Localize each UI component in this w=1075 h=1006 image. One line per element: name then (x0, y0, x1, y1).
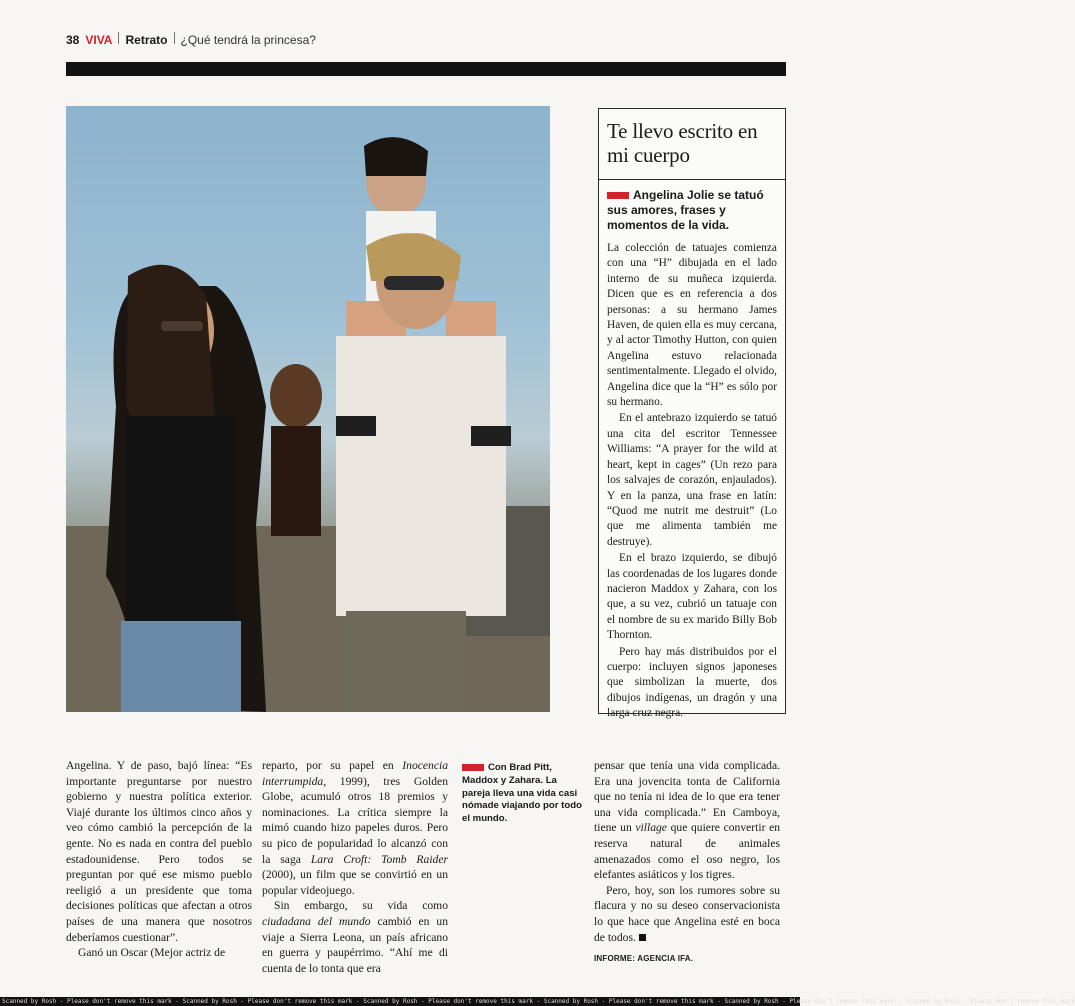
sidebar-lead (607, 188, 777, 233)
article-credit: INFORME: AGENCIA IFA. (594, 954, 694, 964)
page-header (66, 32, 316, 52)
sidebar-title: Te llevo escrito en mi cuerpo (607, 119, 758, 167)
article-column-1 (66, 758, 252, 961)
scan-watermark: Scanned by Rosh - Please don't remove this mark - Scanned by Rosh - Please don't remove this mark - Scanned by Rosh - Please don't remove this mark - Scanned by Rosh - Please don't remove this mark - Scanned by Rosh - Please don't remove this mark - Scanned by Rosh - Please don't remove this mark (2, 998, 1075, 1005)
article-kind: Retrato (125, 33, 168, 47)
emphasis-text: village (635, 821, 667, 835)
end-mark-icon (639, 934, 646, 941)
article-paragraph: Sin embargo, su vida como ciudadana del mundo cambió en un viaje a Sierra Leona, un país africano en guerra y paupérrimo. “Ahí me di cuenta de lo tonta que era (262, 899, 449, 975)
article-column-4 (594, 758, 780, 967)
sidebar-paragraph: Pero hay más distribuidos por el cuerpo: incluyen signos japoneses que simbolizan la muerte, dos dibujos indígenas, un dragón y una larga cruz negra. (607, 645, 777, 720)
sidebar-paragraph: En el brazo izquierdo, se dibujó las coordenadas de los lugares donde nacieron Maddox y Zahara, con los que, a su vez, cubrió un tatuaje con el nombre de su ex marido Billy Bob Thornton. (607, 552, 777, 642)
page-number: 38 (66, 33, 80, 47)
photo-illustration (66, 106, 550, 712)
sidebar-divider (599, 179, 785, 180)
red-marker-icon (607, 192, 629, 199)
article-paragraph: Angelina. Y de paso, bajó línea: “Es importante preguntarse por nuestro gobierno y nuestra política exterior. Viajé durante los últimos cinco años y veo cómo cambió la percepción de la gente. No es nada en contra del pueblo estadounidense. Pero todos se preguntan por qué ese mismo pueblo reeligió a un presidente que toma decisiones políticas que afectan a otros países de una manera que nosotros deberíamos cuestionar”. (66, 759, 252, 944)
sidebar-lead-text: Angelina Jolie se tatuó sus amores, frases y momentos de la vida. (607, 188, 764, 232)
photo-caption (462, 762, 586, 826)
red-marker-icon (462, 764, 484, 771)
top-black-bar (66, 62, 786, 76)
header-divider (174, 32, 175, 44)
article-column-2 (262, 758, 448, 976)
sidebar-paragraph: En el antebrazo izquierdo se tatuó una cita del escritor Tennessee Williams: “A prayer for the wild at heart, kept in cages” (Un rezo para los salvajes de corazón, enjaulados). Y en la panza, una frase en latín: “Quod me nutrit me destruit” (Lo que me alimenta también me destruye). (607, 412, 777, 548)
article-paragraph: Ganó un Oscar (Mejor actriz de (78, 946, 226, 960)
sidebar-paragraph: La colección de tatuajes comienza con una “H” dibujada en el lado interno de su muñeca izquierda. Dicen que es en referencia a dos personas: a su hermano James Haven, de quien ella es muy cercana, y al actor Timothy Hutton, con quien Angelina estuvo relacionada sentimentalmente. Llegado el olvido, Angelina dice que la “H” es sólo por su hermano. (607, 242, 777, 409)
emphasis-text: ciudadana del mundo (262, 914, 371, 928)
header-divider (118, 32, 119, 44)
tattoo-sidebar (598, 108, 786, 720)
main-photo (66, 106, 550, 712)
article-paragraph: Pero, hoy, son los rumores sobre su flacura y no su deseo conservacionista lo que hace que Angelina esté en boca de todos. (594, 883, 780, 944)
article-paragraph: pensar que tenía una vida complicada. Era una jovencita tonta de California que no tenía ni idea de lo que era tener una vida complicada.” En Camboya, tiene un village que quiere convertir en reserva natural de animales amenazados como el oso negro, los elefantes asiáticos y los tigres. (594, 759, 781, 882)
caption-text: Con Brad Pitt, Maddox y Zahara. La pareja lleva una vida casi nómade viajando por todo el mundo. (462, 762, 582, 825)
film-title: Lara Croft: Tomb Raider (310, 852, 448, 866)
section-label: VIVA (85, 33, 113, 47)
header-subtitle: ¿Qué tendrá la princesa? (180, 33, 316, 47)
article-paragraph: reparto, por su papel en Inocencia interrumpida, 1999), tres Golden Globe, acumuló otros 18 premios y nominaciones. La crítica siempre la mimó cuando hizo papeles duros. Pero su pico de popularidad lo alcanzó con la saga Lara Croft: Tomb Raider (2000), un film que se convirtió en un popular videojuego. (262, 759, 448, 897)
film-title: Inocencia interrumpida (262, 759, 448, 788)
